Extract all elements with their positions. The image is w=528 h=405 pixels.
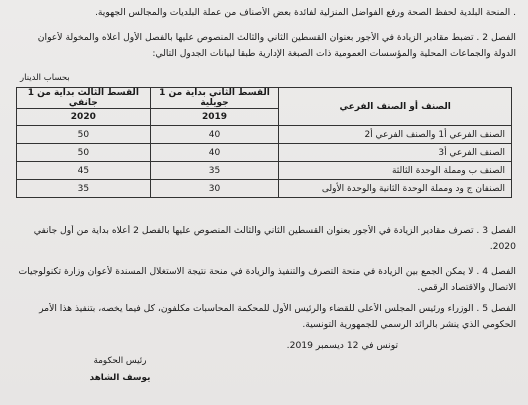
- row-second-value: 40: [150, 144, 279, 162]
- article-5-line-1: الفصل 5 . الوزراء ورئيس المجلس الأعلى للقضاء والرئيس الأول للمحكمة المحاسبات مكلفون، كل فيما يخصه، بتنفيذ هذا الأمر: [39, 303, 516, 314]
- salary-increase-table: [16, 87, 512, 198]
- article-3-line-1: الفصل 3 . تصرف مقادير الزيادة في الأجور بعنوان القسطين الثاني والثالث المنصوص عليها بالفصل 2 أعلاه بداية من أول جانفي: [33, 225, 516, 236]
- article-3-line-2: 2020.: [489, 241, 516, 252]
- article-5-line-2: الحكومي الذي ينشر بالرائد الرسمي للجمهورية التونسية.: [302, 319, 516, 330]
- table-row: [17, 162, 512, 180]
- table-row: [17, 144, 512, 162]
- row-second-value: 40: [150, 126, 279, 144]
- article-2-line-2: الدولة والجماعات المحلية والمؤسسات العمومية ذات الصبغة الإدارية طبقا لبيانات الجدول التالي:: [152, 48, 516, 59]
- article-4-line-1: الفصل 4 . لا يمكن الجمع بين الزيادة في منحة التصرف والتنفيذ والزيادة في منحة نتيجة الاستغلال المسندة لأعوان وزارة تكنولوجيات: [18, 266, 516, 277]
- article-2-line-1: الفصل 2 . تضبط مقادير الزيادة في الأجور بعنوان القسطين الثاني والثالث المنصوص عليها بالفصل الأول أعلاه والمخولة لأعوان: [37, 32, 516, 43]
- signature-title: رئيس الحكومة: [93, 356, 147, 366]
- decree-date: تونس في 12 ديسمبر 2019.: [286, 340, 398, 351]
- row-second-value: 35: [150, 162, 279, 180]
- paragraph-intro: . المنحة البلدية لحفظ الصحة ورفع الفواضل المنزلية لفائدة بعض الأصناف من عملة البلديات والمجالس الجهوية.: [94, 7, 516, 18]
- header-second-year: 2019: [150, 109, 279, 126]
- row-second-value: 30: [150, 180, 279, 198]
- row-category: الصنف الفرعي أ1 والصنف الفرعي أ2: [279, 126, 512, 144]
- header-second-installment: القسط الثاني بداية من 1 جويلية: [150, 88, 279, 109]
- article-4-line-2: الاتصال والاقتصاد الرقمي.: [417, 282, 516, 293]
- header-third-installment: القسط الثالث بداية من 1 جانفي: [17, 88, 151, 109]
- table-row: [17, 126, 512, 144]
- row-category: الصنف الفرعي أ3: [279, 144, 512, 162]
- row-third-value: 45: [17, 162, 151, 180]
- row-category: الصنف ب ومملة الوحدة الثالثة: [279, 162, 512, 180]
- row-third-value: 50: [17, 126, 151, 144]
- row-third-value: 35: [17, 180, 151, 198]
- row-third-value: 50: [17, 144, 151, 162]
- currency-unit-note: بحساب الدينار: [20, 73, 70, 83]
- header-third-year: 2020: [17, 109, 151, 126]
- signature-name: يوسف الشاهد: [89, 373, 151, 383]
- table-header-row: [17, 88, 512, 109]
- header-category: الصنف أو الصنف الفرعي: [279, 88, 512, 126]
- table-row: [17, 180, 512, 198]
- row-category: الصنفان ج ود ومملة الوحدة الثانية والوحدة الأولى: [279, 180, 512, 198]
